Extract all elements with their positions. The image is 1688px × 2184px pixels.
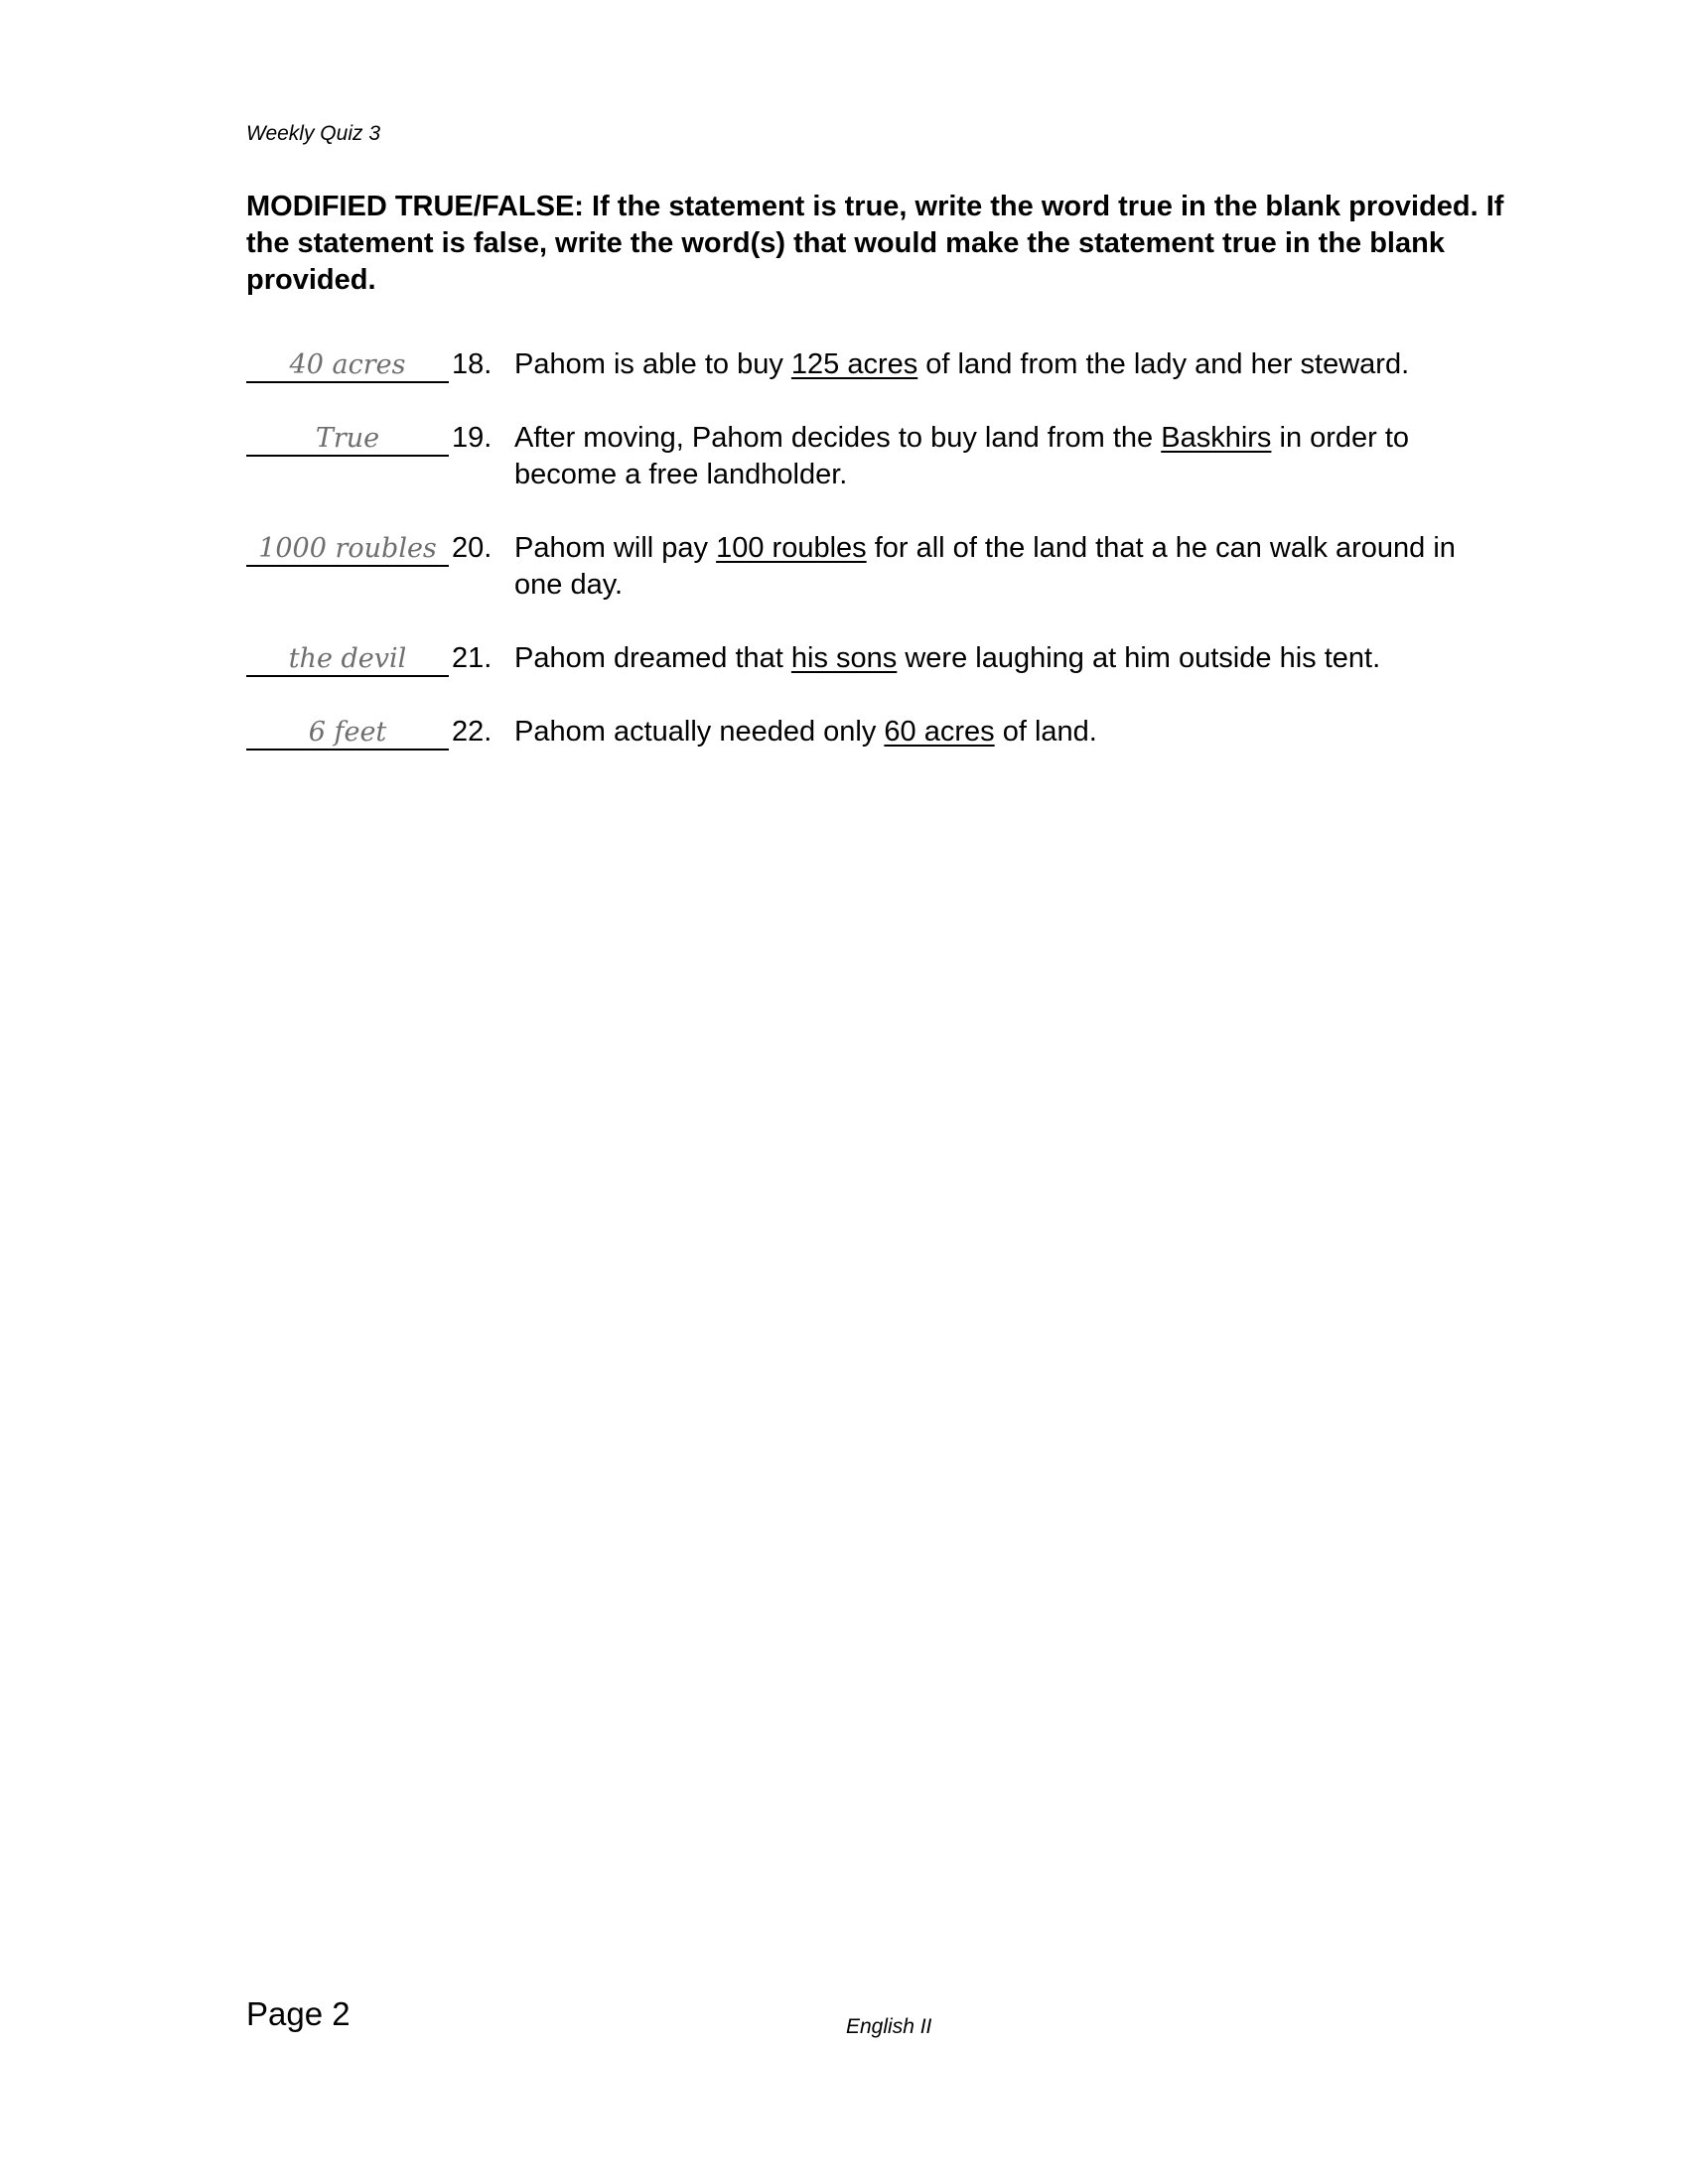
statement-underlined: his sons	[790, 642, 898, 674]
statement-after: of land from the lady and her steward.	[917, 348, 1410, 380]
answer-blank[interactable]	[246, 714, 449, 751]
answer-blank[interactable]	[246, 420, 449, 457]
statement-before: Pahom is able to buy	[514, 348, 791, 380]
course-name: English II	[846, 2015, 932, 2038]
question-number: 22.	[452, 716, 492, 748]
statement-underlined: 60 acres	[884, 716, 995, 748]
question-text	[514, 346, 1507, 383]
statement-underlined: 100 roubles	[716, 532, 867, 564]
handwritten-answer: True	[315, 423, 380, 454]
instructions-lead: MODIFIED TRUE/FALSE:	[246, 191, 584, 222]
handwritten-answer: 6 feet	[308, 717, 387, 748]
statement-after: in order to become a free landholder.	[514, 422, 1410, 490]
instructions	[246, 189, 1517, 299]
answer-blank[interactable]	[246, 346, 449, 383]
answer-blank[interactable]	[246, 530, 449, 567]
question-text	[514, 420, 1507, 493]
answer-blank[interactable]	[246, 640, 449, 677]
statement-after: for all of the land that a he can walk around in one day.	[514, 532, 1456, 601]
question-number: 19.	[452, 422, 492, 454]
statement-before: Pahom actually needed only	[514, 716, 885, 748]
question-text	[514, 714, 1507, 751]
handwritten-answer: the devil	[288, 643, 407, 674]
handwritten-answer: 40 acres	[289, 349, 406, 380]
statement-after: of land.	[994, 716, 1097, 748]
statement-underlined: 125 acres	[790, 348, 918, 380]
handwritten-answer: 1000 roubles	[258, 533, 437, 564]
page-number: Page 2	[246, 1995, 351, 2032]
question-number: 21.	[452, 642, 492, 674]
statement-after: were laughing at him outside his tent.	[897, 642, 1381, 674]
quiz-title: Weekly Quiz 3	[246, 122, 380, 145]
instructions-body: If the statement is true, write the word true in the blank provided. If the statement is false, write the word(s) that would make the statement true in the blank provided.	[246, 191, 1504, 296]
question-text	[514, 530, 1507, 604]
statement-underlined: Baskhirs	[1161, 422, 1272, 454]
statement-before: Pahom will pay	[514, 532, 717, 564]
question-number: 18.	[452, 348, 492, 380]
question-text	[514, 640, 1507, 677]
question-number: 20.	[452, 532, 492, 564]
statement-before: Pahom dreamed that	[514, 642, 791, 674]
statement-before: After moving, Pahom decides to buy land from the	[514, 422, 1162, 454]
